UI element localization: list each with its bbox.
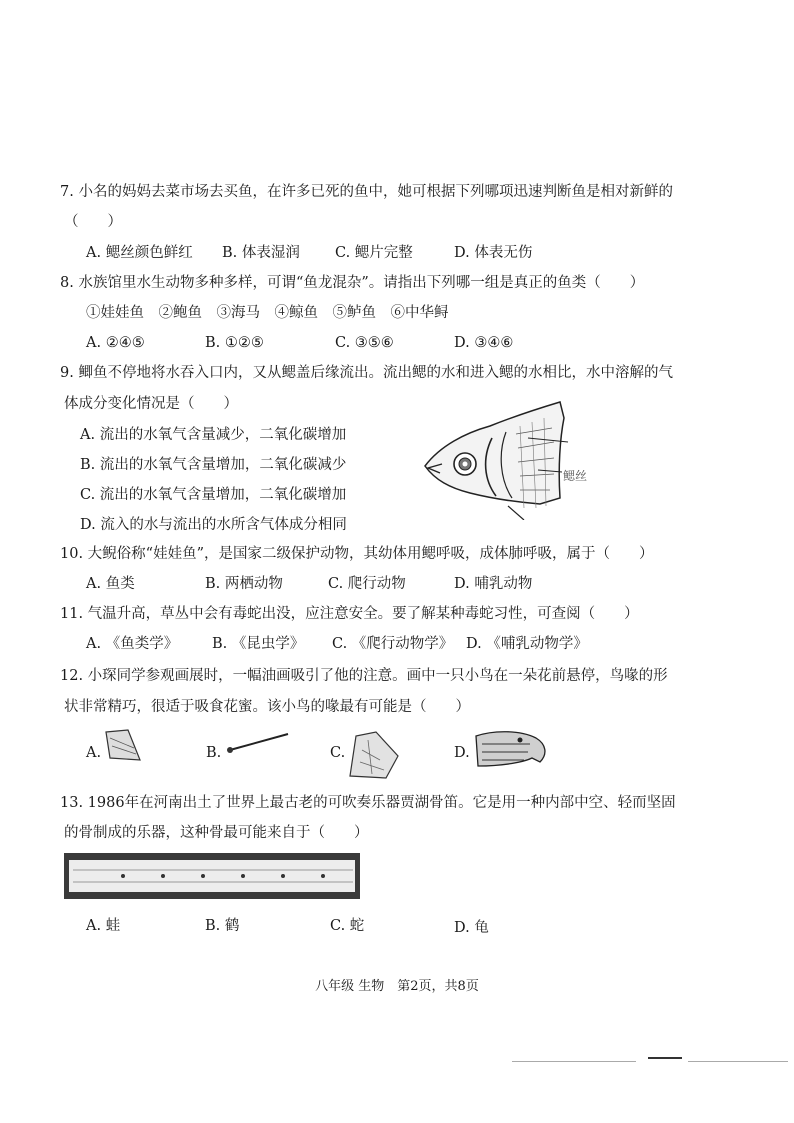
q12-stem-line-2: 状非常精巧，很适于吸食花蜜。该小鸟的喙最有可能是（ ）	[64, 699, 470, 715]
q10-option-a: A. 鱼类	[86, 576, 135, 592]
q9-option-c: C. 流出的水氧气含量增加，二氧化碳增加	[80, 487, 347, 503]
q13-option-a: A. 蛙	[86, 918, 121, 934]
q12-option-b: B.	[206, 745, 222, 761]
q8-option-c: C. ③⑤⑥	[335, 335, 394, 351]
q9-stem-line-1: 9. 鲫鱼不停地将水吞入口内，又从鳃盖后缘流出。流出鳃的水和进入鳃的水相比，水中溶解的气	[60, 365, 673, 381]
bone-flute-image	[63, 850, 363, 902]
q11-option-b: B. 《昆虫学》	[212, 636, 305, 652]
q8-option-d: D. ③④⑥	[454, 335, 514, 351]
q13-stem-line-2: 的骨制成的乐器，这种骨最可能来自于（ ）	[64, 825, 369, 841]
q8-option-a: A. ②④⑤	[86, 335, 145, 351]
q7-option-a: A. 鳃丝颜色鲜红	[86, 245, 193, 261]
q12-option-c: C.	[330, 745, 346, 761]
q12-beak-a-image	[104, 728, 142, 764]
decorative-rule-right	[688, 1061, 788, 1062]
q10-option-c: C. 爬行动物	[328, 576, 406, 592]
q11-option-a: A. 《鱼类学》	[86, 636, 179, 652]
q12-option-a: A.	[86, 745, 102, 761]
q7-stem-line-1: 7. 小名的妈妈去菜市场去买鱼，在许多已死的鱼中，她可根据下列哪项迅速判断鱼是相对新鲜的	[60, 184, 673, 200]
q11-option-d: D. 《哺乳动物学》	[466, 636, 588, 652]
q13-stem-line-1: 13. 1986年在河南出土了世界上最古老的可吹奏乐器贾湖骨笛。它是用一种内部中空、轻而坚固	[60, 795, 676, 811]
decorative-rule-left	[512, 1061, 636, 1062]
q11-stem: 11. 气温升高，草丛中会有毒蛇出没，应注意安全。要了解某种毒蛇习性，可查阅（ ）	[60, 606, 639, 622]
q12-beak-c-image	[346, 730, 402, 780]
q7-option-b: B. 体表湿润	[222, 245, 300, 261]
q12-beak-b-image	[222, 732, 292, 756]
fish-head-figure	[420, 398, 580, 520]
decorative-rule-mid	[648, 1057, 682, 1059]
q8-option-b: B. ①②⑤	[205, 335, 264, 351]
page-footer: 八年级 生物 第2页，共8页	[315, 979, 479, 994]
q9-stem-line-2: 体成分变化情况是（ ）	[64, 396, 238, 412]
q12-option-d: D.	[454, 745, 470, 761]
q10-stem: 10. 大鲵俗称“娃娃鱼”，是国家二级保护动物，其幼体用鳃呼吸，成体肺呼吸，属于（ ）	[60, 546, 654, 562]
q10-option-d: D. 哺乳动物	[454, 576, 533, 592]
q9-figure-label-gill-filament: 鳃丝	[563, 469, 588, 483]
q7-option-d: D. 体表无伤	[454, 245, 533, 261]
q9-option-d: D. 流入的水与流出的水所含气体成分相同	[80, 517, 347, 533]
q7-option-c: C. 鳃片完整	[335, 245, 413, 261]
q7-stem-line-2: （ ）	[64, 214, 122, 230]
q12-stem-line-1: 12. 小琛同学参观画展时，一幅油画吸引了他的注意。画中一只小鸟在一朵花前悬停，鸟喙的形	[60, 668, 668, 684]
q13-option-b: B. 鹤	[205, 918, 240, 934]
q8-stem: 8. 水族馆里水生动物多种多样，可谓“鱼龙混杂”。请指出下列哪一组是真正的鱼类（ ）	[60, 275, 645, 291]
q12-beak-d-image	[474, 728, 550, 772]
q11-option-c: C. 《爬行动物学》	[332, 636, 454, 652]
q13-option-d: D. 龟	[454, 920, 489, 936]
q9-option-a: A. 流出的水氧气含量减少，二氧化碳增加	[80, 427, 347, 443]
q9-option-b: B. 流出的水氧气含量增加，二氧化碳减少	[80, 457, 347, 473]
q10-option-b: B. 两栖动物	[205, 576, 283, 592]
q13-option-c: C. 蛇	[330, 918, 365, 934]
q8-items: ①娃娃鱼 ②鲍鱼 ③海马 ④鲸鱼 ⑤鲈鱼 ⑥中华鲟	[86, 305, 449, 321]
